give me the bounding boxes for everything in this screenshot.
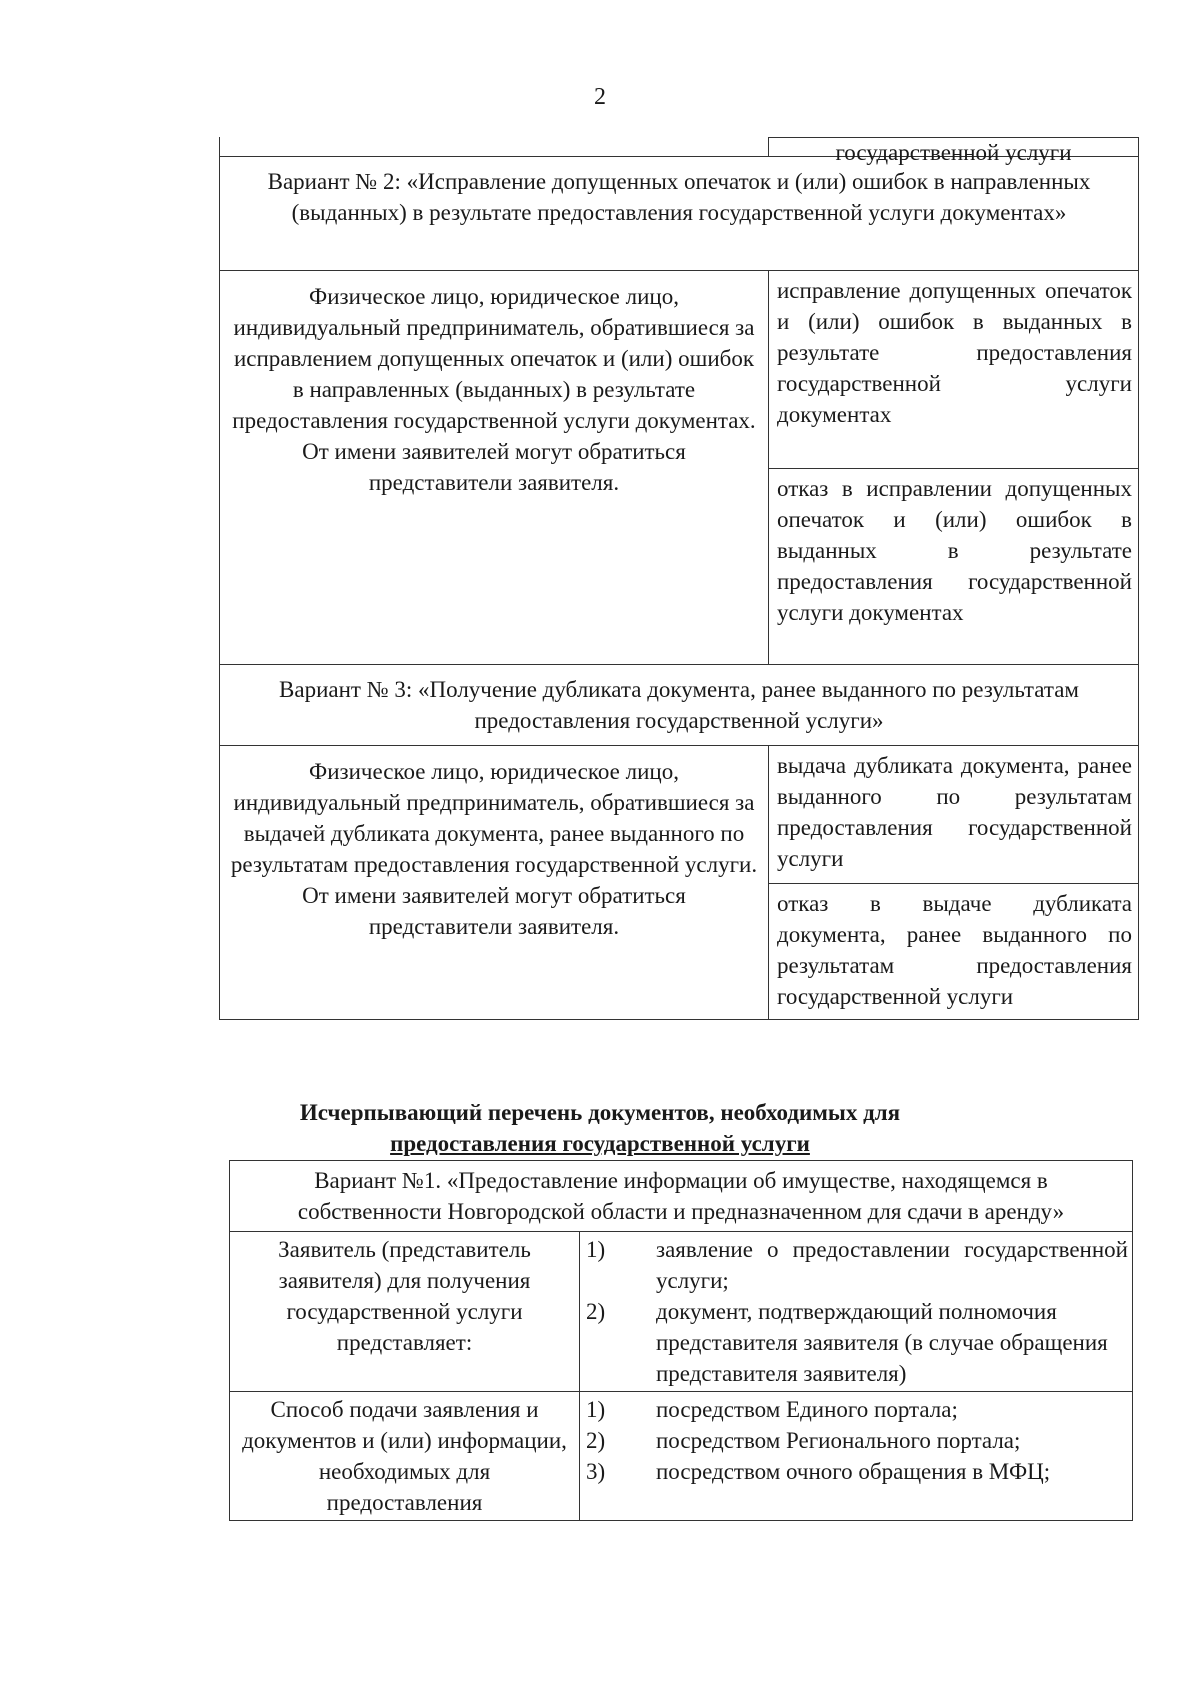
list-item-text: посредством Регионального портала; (656, 1428, 1021, 1453)
heading-line-1: Исчерпывающий перечень документов, необходимых для (299, 1100, 901, 1125)
variant3-representative: От имени заявителей могут обратиться представители заявителя. (302, 883, 686, 939)
list-item-text: посредством Единого портала; (656, 1397, 958, 1422)
list-item-number: 2) (586, 1299, 606, 1324)
list-item (586, 1234, 1128, 1296)
variant2-applicant: Физическое лицо, юридическое лицо, индивидуальный предприниматель, обратившиеся за исправлением допущенных опечаток и (или) ошибок в направленных (выданных) в результате предоставления государственной услуги документах. (232, 284, 756, 433)
variant2-title: Вариант № 2: «Исправление допущенных опечаток и (или) ошибок в направленных (выданных) в результате предоставления государственной услуги документах» (267, 169, 1091, 225)
list-item-text: документ, подтверждающий полномочия представителя заявителя (в случае обращения представителя заявителя) (656, 1299, 1108, 1386)
documents-list (580, 1232, 1132, 1391)
list-item-number: 2) (586, 1428, 606, 1453)
list-item (586, 1296, 1128, 1389)
documents-applicant-label: Заявитель (представитель заявителя) для получения государственной услуги представляет: (230, 1232, 580, 1391)
table-row (219, 271, 1139, 665)
documents-table (229, 1160, 1133, 1521)
table-cell (220, 137, 769, 156)
variant3-title: Вариант № 3: «Получение дубликата документа, ранее выданного по результатам предоставления государственной услуги» (279, 677, 1079, 733)
submission-method-label: Способ подачи заявления и документов и (или) информации, необходимых для предоставления (230, 1392, 580, 1520)
table-row (219, 665, 1139, 746)
variant1-title: Вариант №1. «Предоставление информации об имуществе, находящемся в собственности Новгородской области и предназначенном для сдачи в аренду» (230, 1161, 1132, 1232)
table-row (230, 1391, 1132, 1520)
submission-methods-list (580, 1392, 1132, 1520)
list-item-number: 1) (586, 1397, 606, 1422)
list-item (586, 1425, 1128, 1456)
list-item (586, 1394, 1128, 1425)
variant2-result-1: исправление допущенных опечаток и (или) ошибок в выданных в результате предоставления государственной услуги документах (777, 278, 1132, 427)
table-row (219, 137, 1139, 165)
table-row (230, 1232, 1132, 1391)
results-table (219, 137, 1139, 1020)
table-row (219, 157, 1139, 271)
list-item (586, 1456, 1128, 1487)
variant3-result-2: отказ в выдаче дубликата документа, ранее выданного по результатам предоставления государственной услуги (769, 883, 1138, 1019)
list-item-number: 3) (586, 1459, 606, 1484)
list-item-text: посредством очного обращения в МФЦ; (656, 1459, 1051, 1484)
variant2-result-2: отказ в исправлении допущенных опечаток и (или) ошибок в выданных в результате предоставления государственной услуги документах (769, 468, 1138, 664)
variant3-applicant-cell (220, 746, 769, 1019)
table-cell: государственной услуги (769, 137, 1138, 156)
list-item-number: 1) (586, 1237, 606, 1262)
table-row (219, 746, 1139, 1020)
variant3-result-1: выдача дубликата документа, ранее выданного по результатам предоставления государственной услуги (777, 753, 1132, 871)
list-item-text: заявление о предоставлении государственной услуги; (656, 1237, 1128, 1293)
variant2-representative: От имени заявителей могут обратиться представители заявителя. (302, 439, 686, 495)
variant3-applicant: Физическое лицо, юридическое лицо, индивидуальный предприниматель, обратившиеся за выдачей дубликата документа, ранее выданного по результатам предоставления государственной услуги. (230, 759, 758, 877)
page-number: 2 (594, 84, 606, 110)
variant2-applicant-cell (220, 271, 769, 664)
variant3-results-cell (769, 746, 1138, 1019)
variant2-results-cell (769, 271, 1138, 664)
section-heading (0, 1097, 1200, 1159)
heading-line-2: предоставления государственной услуги (390, 1131, 810, 1156)
